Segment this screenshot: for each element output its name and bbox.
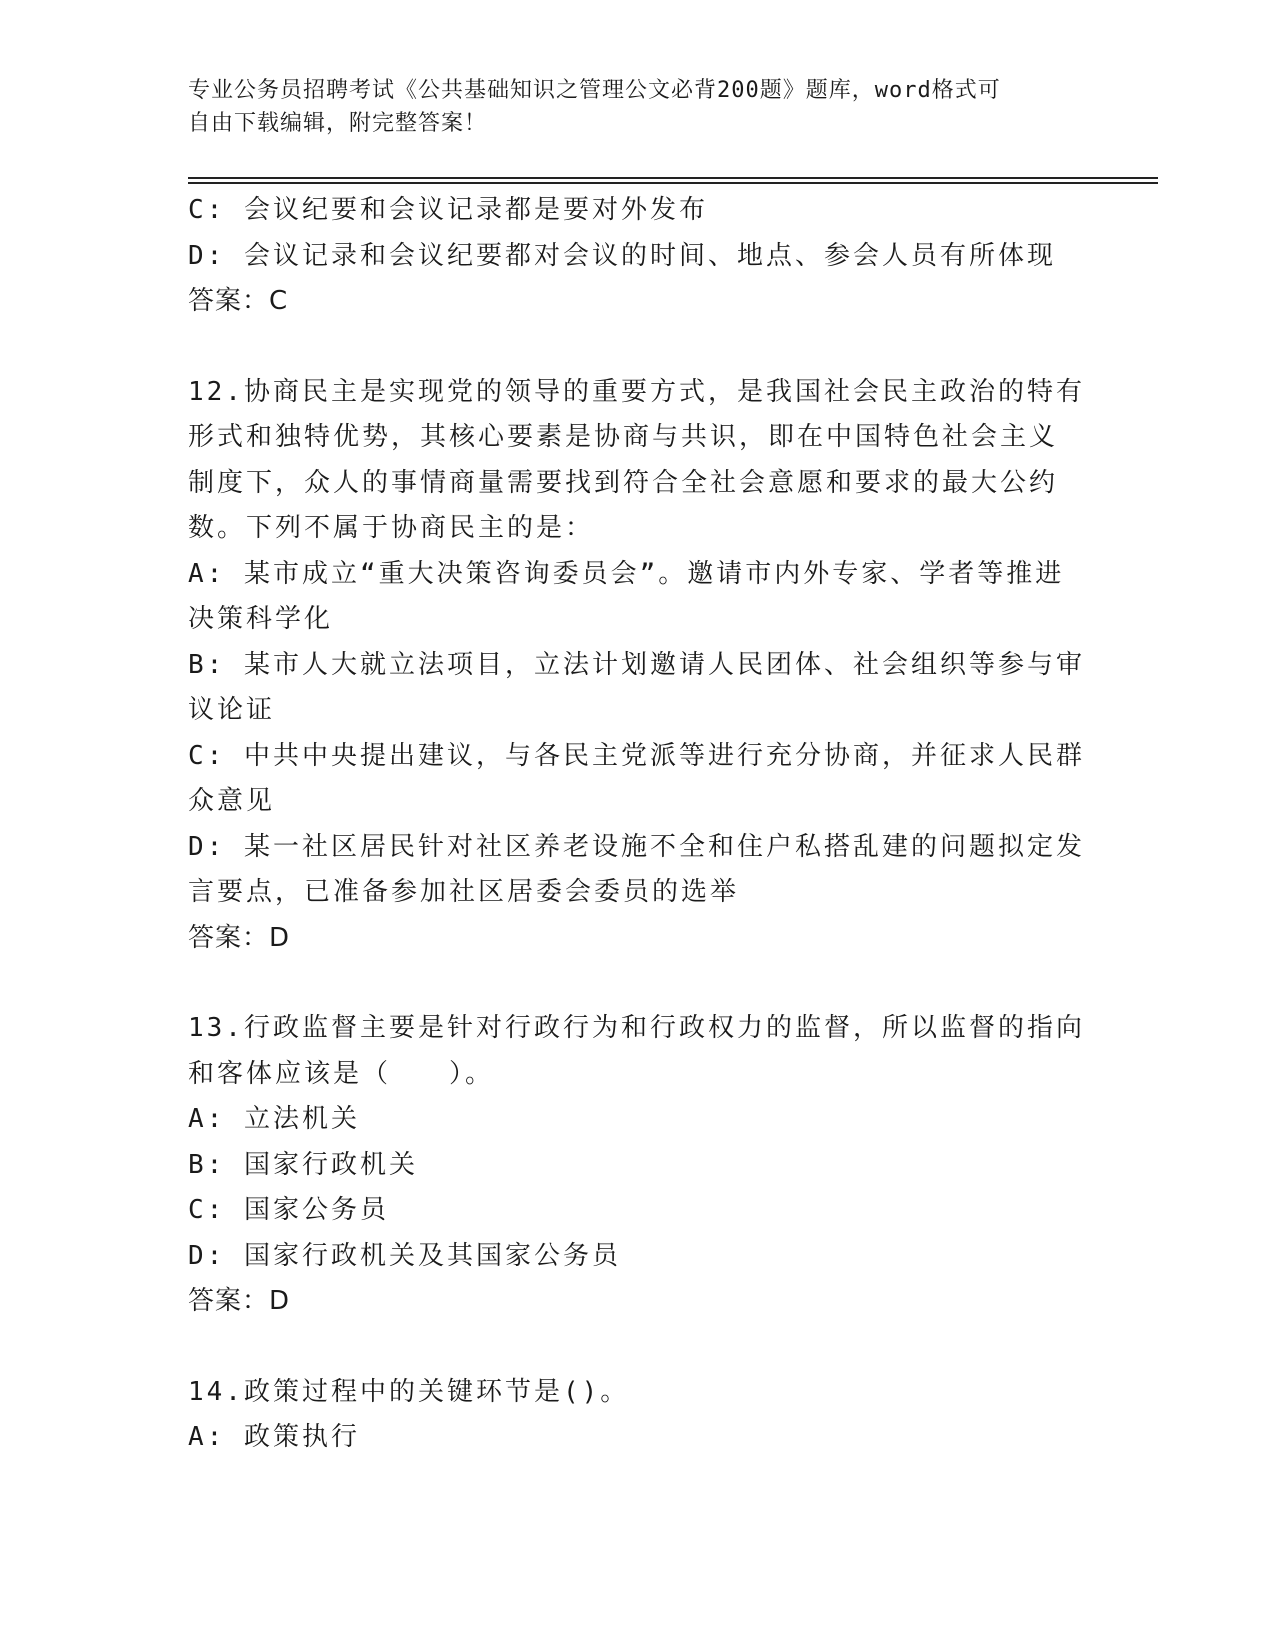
question-stem: 制度下，众人的事情商量需要找到符合全社会意愿和要求的最大公约	[188, 467, 1059, 498]
answer-line: 答案：C	[188, 286, 289, 316]
header-line: 自由下载编辑，附完整答案！	[188, 111, 488, 136]
option-d: 言要点，已准备参加社区居委会委员的选举	[188, 877, 740, 907]
question-14	[188, 1370, 1088, 1461]
option-b: B: 国家行政机关	[188, 1149, 418, 1180]
option-d: D: 某一社区居民针对社区养老设施不全和住户私搭乱建的问题拟定发	[188, 831, 1085, 862]
document-header	[188, 74, 1068, 140]
spacer	[188, 961, 1088, 1006]
header-divider	[188, 182, 1158, 184]
option-d: D: 国家行政机关及其国家公务员	[188, 1240, 621, 1271]
option-c: C: 国家公务员	[188, 1195, 389, 1225]
option-c: C: 会议纪要和会议记录都是要对外发布	[188, 195, 708, 225]
spacer	[188, 1325, 1088, 1370]
question-stem: 12.协商民主是实现党的领导的重要方式，是我国社会民主政治的特有	[188, 376, 1085, 407]
question-stem: 形式和独特优势，其核心要素是协商与共识，即在中国特色社会主义	[188, 422, 1059, 452]
option-a: A: 立法机关	[188, 1104, 360, 1134]
document-body	[188, 188, 1088, 1461]
spacer	[188, 325, 1088, 370]
option-a: A: 某市成立“重大决策咨询委员会”。邀请市内外专家、学者等推进	[188, 558, 1065, 589]
question-13	[188, 1006, 1088, 1325]
question-stem: 14.政策过程中的关键环节是()。	[188, 1376, 630, 1407]
option-c: C: 中共中央提出建议，与各民主党派等进行充分协商，并征求人民群	[188, 740, 1085, 771]
option-b: B: 某市人大就立法项目，立法计划邀请人民团体、社会组织等参与审	[188, 649, 1085, 680]
question-12	[188, 370, 1088, 962]
option-d: D: 会议记录和会议纪要都对会议的时间、地点、参会人员有所体现	[188, 240, 1056, 271]
option-a: 决策科学化	[188, 604, 334, 634]
option-c: 众意见	[188, 786, 276, 816]
question-stem: 数。下列不属于协商民主的是：	[188, 513, 595, 543]
answer-line: 答案：D	[188, 1286, 291, 1316]
option-b: 议论证	[188, 695, 276, 725]
question-11-tail	[188, 188, 1088, 325]
question-stem: 和客体应该是（ ）。	[188, 1058, 495, 1089]
option-a: A: 政策执行	[188, 1422, 360, 1452]
answer-line: 答案：D	[188, 922, 291, 953]
header-divider	[188, 177, 1158, 179]
question-stem: 13.行政监督主要是针对行政行为和行政权力的监督，所以监督的指向	[188, 1013, 1085, 1043]
header-line: 专业公务员招聘考试《公共基础知识之管理公文必背200题》题库，word格式可	[188, 78, 1001, 103]
